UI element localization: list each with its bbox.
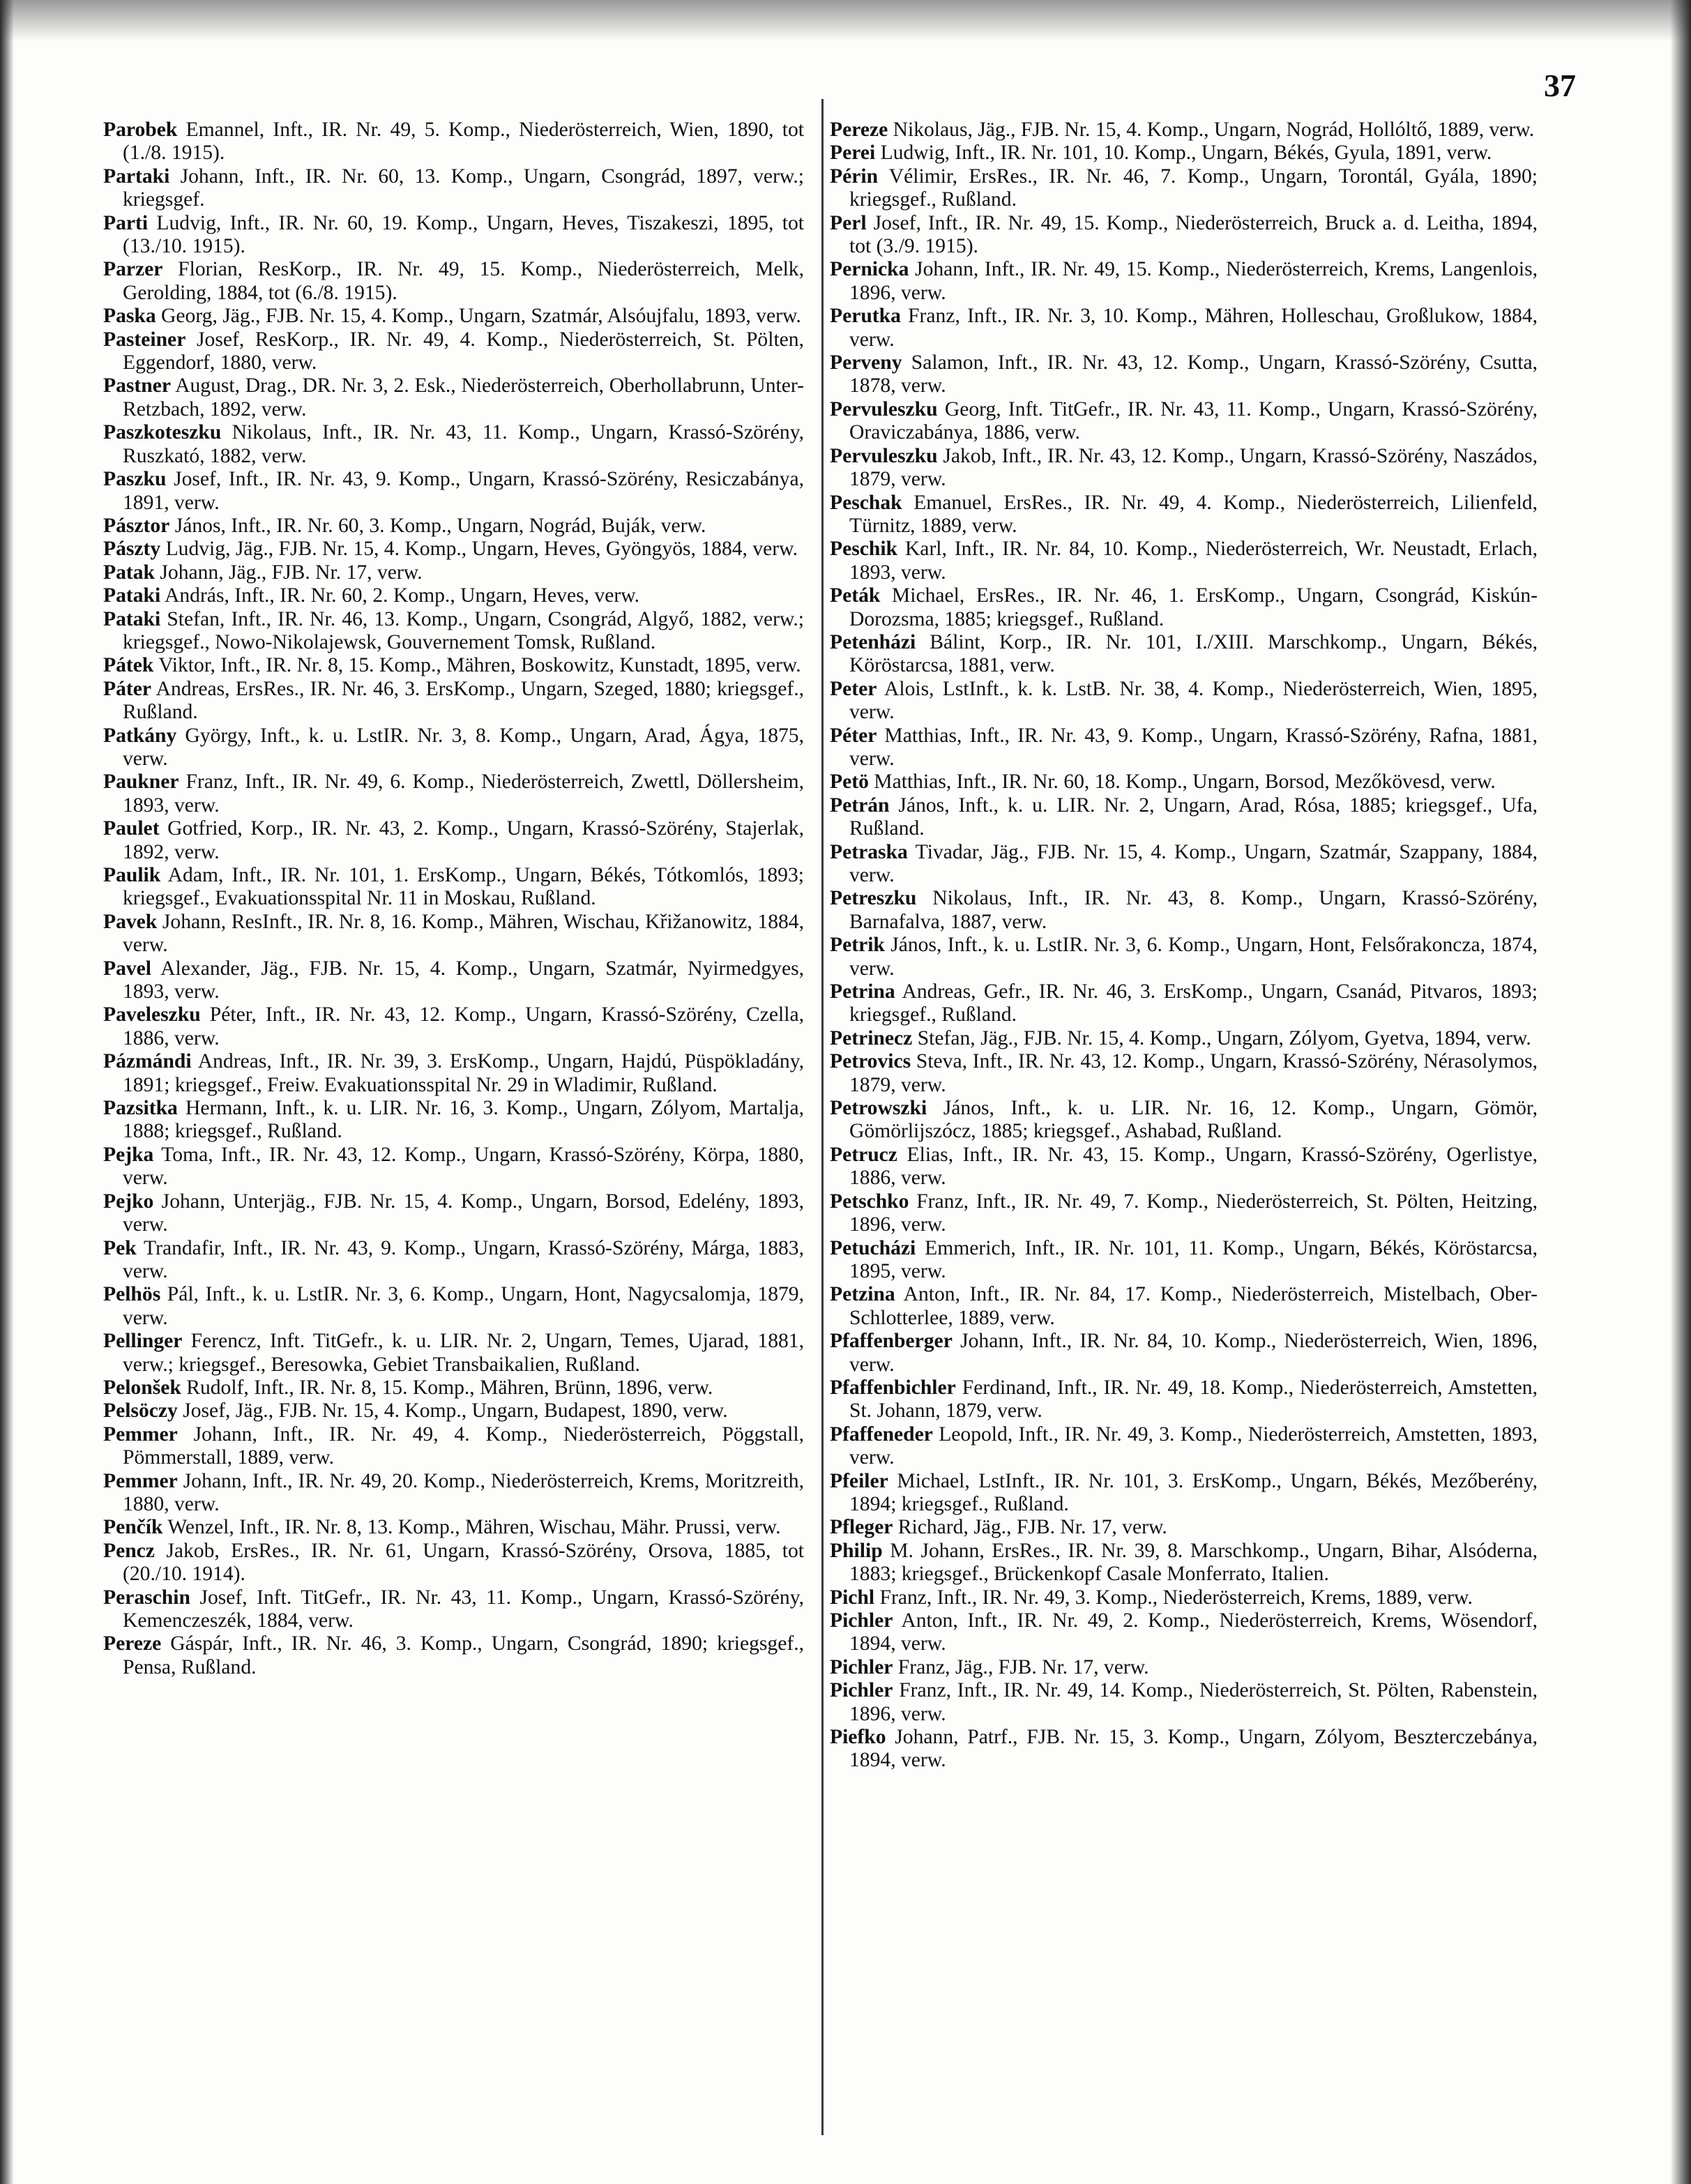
entry-surname: Périn [830,165,879,188]
register-entry [830,445,1538,492]
entry-surname: Pereze [103,1632,162,1655]
register-entry [830,538,1538,584]
register-entry [830,1516,1538,1539]
entry-details: Toma, Inft., IR. Nr. 43, 12. Komp., Ungarn, Krassó-Szörény, Körpa, 1880, verw. [123,1143,804,1190]
register-entry [103,538,804,561]
register-entry [830,841,1538,888]
entry-surname: Petschko [830,1190,909,1213]
register-entry [830,771,1538,794]
register-entry [830,934,1538,980]
entry-details: Andreas, ErsRes., IR. Nr. 46, 3. ErsKomp., Ungarn, Szeged, 1880; kriegsgef., Rußland. [123,677,804,724]
entry-details: Pál, Inft., k. u. LstIR. Nr. 3, 6. Komp., Ungarn, Hont, Nagycsalomja, 1879, verw. [123,1283,804,1329]
register-entry [830,398,1538,445]
register-entry [103,1330,804,1377]
register-entry [103,817,804,864]
register-entry [830,794,1538,841]
register-entry [103,771,804,817]
entry-surname: Pászty [103,538,161,561]
entry-surname: Pichler [830,1679,893,1702]
entry-details: Stefan, Jäg., FJB. Nr. 15, 4. Komp., Ungarn, Zólyom, Gyetva, 1894, verw. [912,1026,1531,1049]
entry-details: Johann, Inft., IR. Nr. 49, 15. Komp., Niederösterreich, Krems, Langenlois, 1896, verw. [849,258,1538,304]
entry-surname: Pfeiler [830,1469,888,1492]
register-entry [103,957,804,1004]
entry-surname: Pfaffeneder [830,1423,933,1446]
register-entry [830,1679,1538,1726]
entry-surname: Pelhös [103,1283,161,1306]
register-entry [103,1144,804,1190]
entry-details: Salamon, Inft., IR. Nr. 43, 12. Komp., Ungarn, Krassó-Szörény, Csutta, 1878, verw. [849,351,1538,397]
register-entry [103,374,804,421]
entry-surname: Pavek [103,910,158,933]
left-column [103,119,804,2141]
register-entry [103,561,804,584]
register-entry [830,258,1538,305]
entry-surname: Pervuleszku [830,397,938,420]
entry-details: Emmerich, Inft., IR. Nr. 101, 11. Komp., Ungarn, Békés, Köröstarcsa, 1895, verw. [849,1236,1538,1282]
entry-details: András, Inft., IR. Nr. 60, 2. Komp., Ungarn, Heves, verw. [160,584,640,607]
entry-surname: Perutka [830,305,901,328]
register-entry [103,1003,804,1050]
register-entry [103,305,804,328]
entry-surname: Partaki [103,165,170,188]
entry-details: Ferdinand, Inft., IR. Nr. 49, 18. Komp., Niederösterreich, Amstetten, St. Johann, 1879, verw. [849,1376,1538,1423]
register-entry [103,1632,804,1679]
register-entry [103,119,804,165]
entry-surname: Pernicka [830,258,909,281]
entry-details: Johann, Jäg., FJB. Nr. 17, verw. [154,561,423,584]
entry-details: Leopold, Inft., IR. Nr. 49, 3. Komp., Niederösterreich, Amstetten, 1893, verw. [849,1423,1538,1469]
entry-surname: Pfleger [830,1516,893,1539]
register-entry [830,678,1538,725]
entry-details: Johann, Inft., IR. Nr. 49, 20. Komp., Niederösterreich, Krems, Moritzreith, 1880, verw. [123,1469,804,1515]
register-entry [830,584,1538,631]
register-entry [830,1283,1538,1330]
entry-surname: Paska [103,305,156,328]
entry-details: Johann, Inft., IR. Nr. 84, 10. Komp., Niederösterreich, Wien, 1896, verw. [849,1330,1538,1376]
register-entry [830,1050,1538,1097]
right-column [830,119,1538,2141]
entry-details: Michael, LstInft., IR. Nr. 101, 3. ErsKomp., Ungarn, Békés, Mezőberény, 1894; kriegsgef., Rußland. [849,1469,1538,1515]
register-entry [830,351,1538,398]
entry-details: Steva, Inft., IR. Nr. 43, 12. Komp., Ungarn, Krassó-Szörény, Nérasolymos, 1879, verw. [849,1050,1538,1096]
register-entry [103,328,804,375]
register-entry [103,515,804,538]
entry-surname: Pejka [103,1143,154,1166]
entry-details: Trandafir, Inft., IR. Nr. 43, 9. Komp., Ungarn, Krassó-Szörény, Márga, 1883, verw. [123,1236,804,1282]
entry-details: Anton, Inft., IR. Nr. 49, 2. Komp., Niederösterreich, Krems, Wösendorf, 1894, verw. [849,1609,1538,1655]
register-entry [830,887,1538,934]
entry-details: János, Inft., k. u. LstIR. Nr. 3, 6. Komp., Ungarn, Hont, Felsőrakoncza, 1874, verw. [849,934,1538,980]
entry-details: Johann, Patrf., FJB. Nr. 15, 3. Komp., Ungarn, Zólyom, Beszterczebánya, 1894, verw. [849,1726,1538,1772]
register-entry [103,1586,804,1633]
entry-surname: Paszkoteszku [103,421,222,444]
entry-details: Hermann, Inft., k. u. LIR. Nr. 16, 3. Komp., Ungarn, Zólyom, Martalja, 1888; kriegsgef., Rußland. [123,1097,804,1143]
register-entry [830,1027,1538,1050]
entry-details: Nikolaus, Inft., IR. Nr. 43, 8. Komp., Ungarn, Krassó-Szörény, Barnafalva, 1887, verw. [849,887,1538,933]
entry-surname: Pavel [103,957,152,980]
entry-details: Josef, Inft., IR. Nr. 49, 15. Komp., Niederösterreich, Bruck a. d. Leitha, 1894, tot (3./9. 1915). [849,211,1538,258]
entry-details: Gáspár, Inft., IR. Nr. 46, 3. Komp., Ungarn, Csongrád, 1890; kriegsgef., Pensa, Rußland. [123,1632,804,1678]
entry-details: Karl, Inft., IR. Nr. 84, 10. Komp., Niederösterreich, Wr. Neustadt, Erlach, 1893, verw. [849,538,1538,584]
entry-surname: Petrinecz [830,1026,913,1049]
register-entry [103,1516,804,1539]
entry-surname: Petenházi [830,630,916,653]
entry-details: Rudolf, Inft., IR. Nr. 8, 15. Komp., Mähren, Brünn, 1896, verw. [181,1376,713,1399]
entry-details: Matthias, Inft., IR. Nr. 60, 18. Komp., Ungarn, Borsod, Mezőkövesd, verw. [868,771,1496,794]
entry-surname: Piefko [830,1726,886,1749]
entry-details: Nikolaus, Jäg., FJB. Nr. 15, 4. Komp., Ungarn, Nográd, Hollóltő, 1889, verw. [888,119,1535,141]
register-entry [830,212,1538,259]
register-entry [103,725,804,771]
entry-details: Franz, Inft., IR. Nr. 49, 3. Komp., Niederösterreich, Krems, 1889, verw. [874,1586,1473,1609]
entry-details: Jakob, Inft., IR. Nr. 43, 12. Komp., Ungarn, Krassó-Szörény, Naszádos, 1879, verw. [849,444,1538,491]
entry-surname: Páter [103,677,151,700]
entry-details: August, Drag., DR. Nr. 3, 2. Esk., Niederösterreich, Oberhollabrunn, Unter-Retzbach, 1892, verw. [123,374,804,420]
entry-surname: Pereze [830,119,888,141]
entry-details: Péter, Inft., IR. Nr. 43, 12. Komp., Ungarn, Krassó-Szörény, Czella, 1886, verw. [123,1003,804,1049]
scan-left-edge [0,0,14,2184]
register-entry [103,654,804,677]
entry-surname: Pelsöczy [103,1400,178,1423]
entry-details: Ferencz, Inft. TitGefr., k. u. LIR. Nr. 2, Ungarn, Temes, Ujarad, 1881, verw.; kriegsgef., Beresowka, Gebiet Transbaikalien, Rußland. [123,1330,804,1376]
entry-details: Nikolaus, Inft., IR. Nr. 43, 11. Komp., Ungarn, Krassó-Szörény, Ruszkató, 1882, verw. [123,421,804,467]
entry-surname: Pataki [103,584,161,607]
entry-surname: Parobek [103,119,178,141]
entry-surname: Paszku [103,468,167,491]
entry-details: János, Inft., IR. Nr. 60, 3. Komp., Ungarn, Nográd, Buják, verw. [169,514,706,537]
register-entry [830,1609,1538,1656]
entry-details: Johann, Unterjäg., FJB. Nr. 15, 4. Komp., Ungarn, Borsod, Edelény, 1893, verw. [123,1190,804,1236]
entry-surname: Pencz [103,1539,155,1562]
entry-details: János, Inft., k. u. LIR. Nr. 16, 12. Komp., Ungarn, Gömör, Gömörlijszócz, 1885; kriegsgef., Ashabad, Rußland. [849,1097,1538,1143]
entry-details: Ludvig, Inft., IR. Nr. 60, 19. Komp., Ungarn, Heves, Tiszakeszi, 1895, tot (13./10. 1915). [123,211,804,258]
register-entry [830,142,1538,165]
entry-surname: Pichler [830,1609,893,1632]
register-entry [830,1144,1538,1190]
entry-surname: Pazsitka [103,1097,178,1120]
entry-surname: Peter [830,677,877,700]
entry-details: Stefan, Inft., IR. Nr. 46, 13. Komp., Ungarn, Csongrád, Algyő, 1882, verw.; kriegsgef., Nowo-Nikolajewsk, Gouvernement Tomsk, Rußland. [123,607,804,653]
register-entry [830,1470,1538,1517]
register-entry [103,1423,804,1470]
register-entry [103,1377,804,1400]
entry-details: Franz, Inft., IR. Nr. 49, 14. Komp., Niederösterreich, St. Pölten, Rabenstein, 1896, verw. [849,1679,1538,1725]
entry-details: Jakob, ErsRes., IR. Nr. 61, Ungarn, Krassó-Szörény, Orsova, 1885, tot (20./10. 1914). [123,1539,804,1586]
register-entry [830,1726,1538,1773]
entry-details: Elias, Inft., IR. Nr. 43, 15. Komp., Ungarn, Krassó-Szörény, Ogerlistye, 1886, verw. [849,1143,1538,1190]
register-entry [830,980,1538,1027]
page-number: 37 [1544,68,1576,103]
register-entry [103,1097,804,1144]
entry-surname: Peschak [830,491,902,514]
register-entry [830,1190,1538,1237]
entry-details: Johann, Inft., IR. Nr. 49, 4. Komp., Niederösterreich, Pöggstall, Pömmerstall, 1889, verw. [123,1423,804,1469]
entry-surname: Peraschin [103,1586,190,1609]
register-entry [103,1237,804,1284]
entry-details: Gotfried, Korp., IR. Nr. 43, 2. Komp., Ungarn, Krassó-Szörény, Stajerlak, 1892, verw. [123,817,804,863]
register-entry [103,421,804,468]
entry-surname: Pemmer [103,1469,178,1492]
entry-details: Viktor, Inft., IR. Nr. 8, 15. Komp., Mähren, Boskowitz, Kunstadt, 1895, verw. [153,654,801,677]
entry-details: Johann, Inft., IR. Nr. 60, 13. Komp., Ungarn, Csongrád, 1897, verw.; kriegsgef. [123,165,804,211]
entry-surname: Pichler [830,1655,893,1678]
entry-surname: Pásztor [103,514,170,537]
entry-details: Florian, ResKorp., IR. Nr. 49, 15. Komp., Niederösterreich, Melk, Gerolding, 1884, tot (6./8. 1915). [123,258,804,304]
entry-surname: Paulet [103,817,160,840]
entry-surname: Petrucz [830,1143,897,1166]
register-entry [830,631,1538,678]
entry-surname: Philip [830,1539,883,1562]
entry-surname: Petrowszki [830,1097,927,1120]
register-entry [103,911,804,957]
entry-details: Georg, Jäg., FJB. Nr. 15, 4. Komp., Ungarn, Szatmár, Alsóujfalu, 1893, verw. [156,305,801,328]
entry-surname: Pátek [103,654,154,677]
entry-surname: Petzina [830,1283,895,1306]
entry-surname: Petrik [830,934,885,957]
register-entry [103,608,804,655]
entry-details: Anton, Inft., IR. Nr. 84, 17. Komp., Niederösterreich, Mistelbach, Ober-Schlotterlee, 1889, verw. [849,1283,1538,1329]
entry-surname: Patkány [103,724,177,747]
entry-surname: Paveleszku [103,1003,201,1026]
entry-surname: Pázmándi [103,1050,192,1073]
entry-surname: Perl [830,211,867,234]
register-entry [103,584,804,607]
entry-surname: Petö [830,771,869,794]
entry-details: M. Johann, ErsRes., IR. Nr. 39, 8. Marschkomp., Ungarn, Bihar, Alsóderna, 1883; kriegsgef., Brückenkopf Casale Monferrato, Italien. [849,1539,1538,1586]
entry-surname: Pfaffenbichler [830,1376,956,1399]
register-entry [103,1540,804,1586]
register-entry [830,1097,1538,1144]
entry-surname: Patak [103,561,155,584]
entry-surname: Paulik [103,864,161,886]
register-entry [830,305,1538,351]
entry-details: Adam, Inft., IR. Nr. 101, 1. ErsKomp., Ungarn, Békés, Tótkomlós, 1893; kriegsgef., Evakuationsspital Nr. 11 in Moskau, Rußland. [123,864,804,910]
register-entry [830,1423,1538,1470]
entry-surname: Petucházi [830,1236,916,1259]
register-entry [103,678,804,725]
entry-details: Josef, Inft., IR. Nr. 43, 9. Komp., Ungarn, Krassó-Szörény, Resiczabánya, 1891, verw. [123,468,804,514]
register-entry [830,1237,1538,1284]
register-entry [830,1586,1538,1609]
entry-details: Franz, Inft., IR. Nr. 3, 10. Komp., Mähren, Holleschau, Großlukow, 1884, verw. [849,305,1538,351]
entry-surname: Pellinger [103,1330,183,1353]
register-entry [103,864,804,911]
entry-details: Wenzel, Inft., IR. Nr. 8, 13. Komp., Mähren, Wischau, Mähr. Prussi, verw. [162,1516,781,1539]
entry-details: Emannel, Inft., IR. Nr. 49, 5. Komp., Niederösterreich, Wien, 1890, tot (1./8. 1915). [123,119,804,165]
entry-details: Ludwig, Inft., IR. Nr. 101, 10. Komp., Ungarn, Békés, Gyula, 1891, verw. [875,142,1492,165]
register-entry [830,1540,1538,1586]
entry-surname: Péter [830,724,877,747]
entry-details: Andreas, Inft., IR. Nr. 39, 3. ErsKomp., Ungarn, Hajdú, Püspökladány, 1891; kriegsgef., Freiw. Evakuationsspital Nr. 29 in Wladimir, Rußland. [123,1050,804,1096]
register-entry [103,468,804,515]
entry-details: Alois, LstInft., k. k. LstB. Nr. 38, 4. Komp., Niederösterreich, Wien, 1895, verw. [849,677,1538,724]
entry-surname: Parti [103,211,149,234]
register-entry [103,1283,804,1330]
entry-surname: Pek [103,1236,137,1259]
register-entry [103,1050,804,1097]
scan-top-shadow [0,0,1691,42]
entry-surname: Perei [830,142,876,165]
entry-details: Vélimir, ErsRes., IR. Nr. 46, 7. Komp., Ungarn, Torontál, Gyála, 1890; kriegsgef., Rußland. [849,165,1538,211]
entry-details: Josef, Inft. TitGefr., IR. Nr. 43, 11. Komp., Ungarn, Krassó-Szörény, Kemenczeszék, 1884, verw. [123,1586,804,1632]
entry-details: Georg, Inft. TitGefr., IR. Nr. 43, 11. Komp., Ungarn, Krassó-Szörény, Oraviczabánya, 1886, verw. [849,397,1538,444]
entry-surname: Paukner [103,771,179,794]
register-entry [830,1330,1538,1377]
entry-surname: Pasteiner [103,328,186,351]
entry-details: Matthias, Inft., IR. Nr. 43, 9. Komp., Ungarn, Krassó-Szörény, Rafna, 1881, verw. [849,724,1538,770]
entry-surname: Petreszku [830,887,917,910]
register-entry [103,212,804,259]
entry-surname: Peták [830,584,881,607]
register-entry [830,1656,1538,1679]
register-entry [830,119,1538,142]
register-entry [103,1470,804,1517]
entry-details: János, Inft., k. u. LIR. Nr. 2, Ungarn, Arad, Rósa, 1885; kriegsgef., Ufa, Rußland. [849,794,1538,840]
entry-surname: Pemmer [103,1423,178,1446]
entry-details: Bálint, Korp., IR. Nr. 101, I./XIII. Marschkomp., Ungarn, Békés, Köröstarcsa, 1881, verw. [849,630,1538,677]
entry-details: Josef, Jäg., FJB. Nr. 15, 4. Komp., Ungarn, Budapest, 1890, verw. [177,1400,728,1423]
entry-details: Ludvig, Jäg., FJB. Nr. 15, 4. Komp., Ungarn, Heves, Gyöngyös, 1884, verw. [160,538,798,561]
register-entry [830,725,1538,771]
entry-surname: Pfaffenberger [830,1330,953,1353]
entry-details: Michael, ErsRes., IR. Nr. 46, 1. ErsKomp., Ungarn, Csongrád, Kiskún-Dorozsma, 1885; kriegsgef., Rußland. [849,584,1538,630]
entry-surname: Petrán [830,794,890,817]
entry-surname: Penčík [103,1516,163,1539]
register-entry [103,1190,804,1237]
entry-details: Tivadar, Jäg., FJB. Nr. 15, 4. Komp., Ungarn, Szatmár, Szappany, 1884, verw. [849,840,1538,886]
entry-surname: Petraska [830,840,908,863]
entry-details: Alexander, Jäg., FJB. Nr. 15, 4. Komp., Ungarn, Szatmár, Nyirmedgyes, 1893, verw. [123,957,804,1003]
entry-details: Josef, ResKorp., IR. Nr. 49, 4. Komp., Niederösterreich, St. Pölten, Eggendorf, 1880, verw. [123,328,804,374]
entry-details: Richard, Jäg., FJB. Nr. 17, verw. [893,1516,1167,1539]
register-entry [103,165,804,212]
entry-surname: Pejko [103,1190,154,1213]
entry-details: Franz, Inft., IR. Nr. 49, 7. Komp., Niederösterreich, St. Pölten, Heitzing, 1896, verw. [849,1190,1538,1236]
register-entry [830,165,1538,212]
entry-details: Johann, ResInft., IR. Nr. 8, 16. Komp., Mähren, Wischau, Křižanowitz, 1884, verw. [123,910,804,957]
entry-surname: Pervuleszku [830,444,938,467]
column-divider [821,99,824,2135]
entry-details: Andreas, Gefr., IR. Nr. 46, 3. ErsKomp., Ungarn, Csanád, Pitvaros, 1893; kriegsgef., Rußland. [849,980,1538,1026]
register-entry [103,258,804,305]
entry-surname: Parzer [103,258,163,281]
scan-right-edge [1670,0,1691,2184]
entry-surname: Pastner [103,374,171,397]
entry-surname: Pelonšek [103,1376,181,1399]
entry-details: György, Inft., k. u. LstIR. Nr. 3, 8. Komp., Ungarn, Arad, Ágya, 1875, verw. [123,724,804,770]
entry-surname: Petrovics [830,1050,911,1073]
entry-surname: Peschik [830,538,898,561]
entry-details: Emanuel, ErsRes., IR. Nr. 49, 4. Komp., Niederösterreich, Lilienfeld, Türnitz, 1889, verw. [849,491,1538,537]
register-entry [830,1377,1538,1423]
entry-surname: Pataki [103,607,161,630]
register-entry [830,492,1538,538]
entry-details: Franz, Inft., IR. Nr. 49, 6. Komp., Niederösterreich, Zwettl, Döllersheim, 1893, verw. [123,771,804,817]
register-entry [103,1400,804,1423]
entry-surname: Pichl [830,1586,875,1609]
entry-details: Franz, Jäg., FJB. Nr. 17, verw. [893,1655,1149,1678]
entry-surname: Perveny [830,351,902,374]
entry-surname: Petrina [830,980,895,1003]
